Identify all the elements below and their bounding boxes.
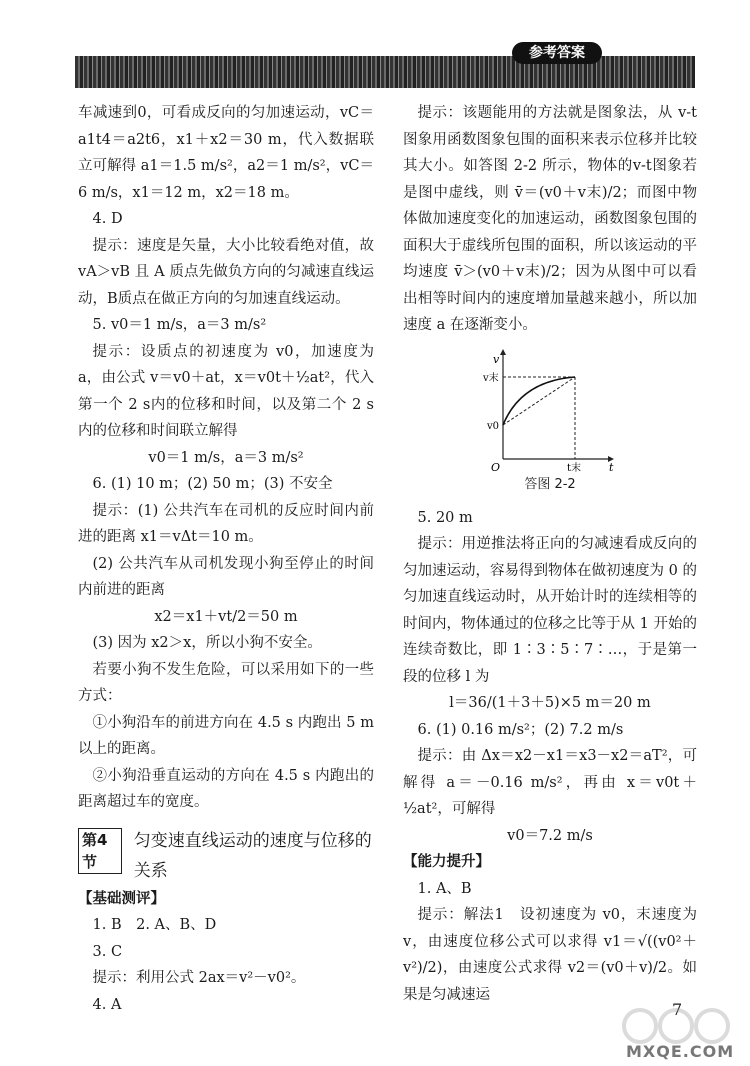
hint-paragraph: 提示：由 Δx＝x2－x1＝x3－x2＝aT²，可解得 a＝－0.16 m/s²，再由 x＝v0t＋½at²，可解得 [403, 748, 697, 817]
vend-label: v末 [483, 372, 499, 384]
answer-line: 1. A、B [417, 880, 472, 897]
figure-caption: 答图 2-2 [524, 476, 576, 492]
answer-line: 3. C [92, 943, 123, 960]
paragraph: ②小狗沿垂直运动的方向在 4.5 s 内跑出的距离超过车的宽度。 [78, 767, 374, 810]
formula: v0＝1 m/s，a＝3 m/s² [148, 449, 304, 466]
paragraph: 若要小狗不发生危险，可以采用如下的一些方式： [78, 661, 374, 704]
vt-graph [483, 347, 623, 475]
page-header [0, 42, 750, 92]
left-column [78, 100, 374, 1018]
hint-paragraph: 提示：解法1 设初速度为 v0，末速度为 v，由速度位移公式可以求得 v1＝√((v0²＋v²)/2)，由速度公式求得 v2＝(v0＋v)/2。如果是匀减速运 [403, 907, 697, 1003]
v-axis-arrow [500, 349, 506, 355]
answer-line: 5. v0＝1 m/s，a＝3 m/s² [92, 317, 267, 333]
tend-label: t末 [567, 462, 582, 474]
vt-figure [403, 347, 697, 475]
answer-line: 1. B 2. A、B、D [92, 917, 217, 933]
subheading: 【能力提升】 [403, 854, 490, 870]
v0-label: v0 [487, 420, 500, 432]
header-texture-bar [75, 56, 695, 88]
answer-line: 4. A [92, 996, 122, 1013]
t-axis-label: t [609, 460, 614, 474]
answer-line: 4. D [92, 211, 123, 227]
paragraph: (3) 因为 x2＞x，所以小狗不安全。 [92, 635, 322, 651]
section-heading [78, 826, 374, 886]
hint-paragraph: 提示：利用公式 2ax＝v²－v0²。 [92, 970, 306, 986]
subheading: 【基础测评】 [78, 890, 165, 907]
v-axis-label: v [493, 352, 500, 366]
hint-paragraph: 提示：该题能用的方法就是图象法，从 v-t图象用函数图象包围的面积来表示位移并比较其大小。如答图 2-2 所示，物体的v-t图象若是图中虚线，则 v̄＝(v0＋v末)/2；而图中物体做加速度变化的加速运动，函数图象包围的面积大于虚线所包围的面积，所以该运动的平均速度 v̄＞(v0＋v末)/2；因为从图中可以看出相等时间内的速度增加量越来越小，所以加速度 a 在逐渐变小。 [403, 105, 697, 333]
right-column [403, 100, 697, 1008]
uniform-accel-dashed-line [503, 377, 575, 425]
answer-line: 5. 20 m [417, 509, 473, 526]
paragraph: (2) 公共汽车从司机发现小狗至停止的时间内前进的距离 [78, 555, 374, 598]
section-title: 匀变速直线运动的速度与位移的关系 [133, 830, 372, 881]
paragraph: 车减速到0，可看成反向的匀加速运动，vC＝a1t4＝a2t6，x1＋x2＝30 m，代入数据联立可解得 a1＝1.5 m/s²，a2＝1 m/s²，vC＝6 m/s，x1＝12 m，x2＝18 m。 [78, 105, 374, 201]
formula: v0＝7.2 m/s [507, 827, 593, 844]
origin-label: O [491, 460, 501, 474]
hint-paragraph: 提示：设质点的初速度为 v0，加速度为 a，由公式 v＝v0＋at，x＝v0t＋½at²，代入第一个 2 s内的位移和时间，以及第二个 2 s内的位移和时间联立解得 [78, 343, 374, 439]
hint-paragraph: 提示：用逆推法将正向的匀减速看成反向的匀加速运动，容易得到物体在做初速度为 0 的匀加速直线运动时，从开始计时的连续相等的时间内，物体通过的位移之比等于从 1 开始的连续奇数比，即 1∶3∶5∶7∶…，于是第一段的位移 l 为 [403, 536, 697, 685]
section-number: 第4节 [78, 828, 122, 874]
hint-paragraph: 提示：速度是矢量，大小比较看绝对值，故vA＞vB 且 A 质点先做负方向的匀减速直线运动，B质点在做正方向的匀加速直线运动。 [78, 237, 374, 307]
formula: x2＝x1＋vt/2＝50 m [154, 608, 298, 625]
paragraph: ①小狗沿车的前进方向在 4.5 s 内跑出 5 m以上的距离。 [78, 714, 374, 757]
header-tag: 参考答案 [512, 42, 602, 64]
hint-paragraph: 提示：(1) 公共汽车在司机的反应时间内前进的距离 x1＝vΔt＝10 m。 [78, 502, 374, 545]
answer-line: 6. (1) 10 m；(2) 50 m；(3) 不安全 [92, 476, 333, 492]
page-number: 7 [672, 1000, 683, 1019]
watermark-text: MXQE.COM [626, 1042, 735, 1061]
answer-line: 6. (1) 0.16 m/s²；(2) 7.2 m/s [417, 721, 624, 738]
formula: l＝36/(1＋3＋5)×5 m＝20 m [449, 695, 651, 711]
